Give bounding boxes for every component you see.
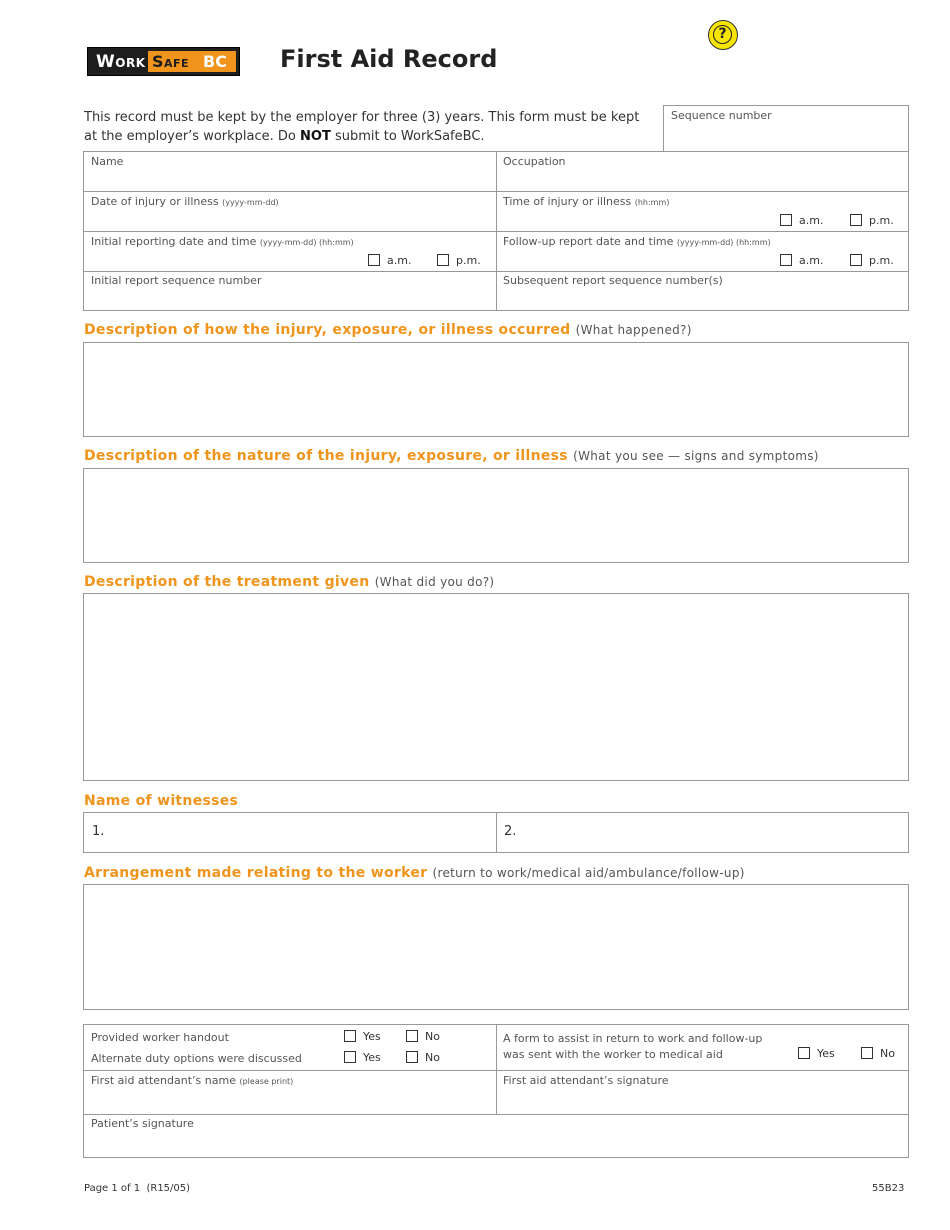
- intro-text: This record must be kept by the employer for three (3) years. This form must be kept at the employer’s workplace. Do NOT submit to WorkSafeBC.: [84, 110, 640, 144]
- nature-heading: Description of the nature of the injury, exposure, or illness (What you see — signs and symptoms): [84, 448, 819, 464]
- patient-signature-input[interactable]: [84, 1132, 908, 1157]
- attendant-signature-label: First aid attendant’s signature: [503, 1074, 669, 1087]
- occurred-heading: Description of how the injury, exposure, or illness occurred (What happened?): [84, 322, 692, 338]
- initial-am-checkbox[interactable]: a.m.: [368, 254, 411, 267]
- follow-up-am-checkbox[interactable]: a.m.: [780, 254, 823, 267]
- handout-no-checkbox[interactable]: No: [406, 1030, 440, 1043]
- attendant-name-input[interactable]: [84, 1089, 495, 1113]
- question-icon[interactable]: ?: [708, 20, 738, 50]
- treatment-heading: Description of the treatment given (What did you do?): [84, 574, 495, 590]
- arrangement-heading: Arrangement made relating to the worker (return to work/medical aid/ambulance/follow-up): [84, 865, 745, 881]
- time-of-injury-label: Time of injury or illness (hh:mm): [503, 195, 670, 208]
- initial-report-seq-label: Initial report sequence number: [91, 274, 262, 287]
- name-label: Name: [91, 155, 124, 168]
- handout-yes-checkbox[interactable]: Yes: [344, 1030, 381, 1043]
- occupation-label: Occupation: [503, 155, 566, 168]
- date-of-injury-label: Date of injury or illness (yyyy-mm-dd): [91, 195, 279, 208]
- initial-pm-checkbox[interactable]: p.m.: [437, 254, 481, 267]
- alternate-no-checkbox[interactable]: No: [406, 1051, 440, 1064]
- initial-reporting-label: Initial reporting date and time (yyyy-mm-dd) (hh:mm): [91, 235, 354, 248]
- alternate-yes-checkbox[interactable]: Yes: [344, 1051, 381, 1064]
- occurred-textarea[interactable]: [83, 342, 909, 437]
- attendant-name-label: First aid attendant’s name (please print): [91, 1074, 294, 1087]
- handout-label: Provided worker handout: [91, 1031, 229, 1044]
- alternate-label: Alternate duty options were discussed: [91, 1052, 302, 1065]
- name-input[interactable]: [84, 170, 495, 190]
- page-title: First Aid Record: [280, 45, 498, 73]
- worksafebc-logo: [87, 47, 240, 76]
- form-sent-no-checkbox[interactable]: No: [861, 1047, 895, 1060]
- witness-1-input[interactable]: 1.: [92, 824, 105, 839]
- form-sent-yes-checkbox[interactable]: Yes: [798, 1047, 835, 1060]
- footer-code: 55B23: [872, 1183, 905, 1194]
- logo-work: Work: [96, 52, 146, 72]
- occupation-input[interactable]: [497, 170, 908, 190]
- subsequent-report-seq-input[interactable]: [497, 289, 908, 310]
- form-sent-label: A form to assist in return to work and follow-up was sent with the worker to medical aid: [503, 1032, 763, 1061]
- nature-textarea[interactable]: [83, 468, 909, 563]
- witnesses-heading: Name of witnesses: [84, 793, 239, 809]
- follow-up-pm-checkbox[interactable]: p.m.: [850, 254, 894, 267]
- footer-page: Page 1 of 1 (R15/05): [84, 1183, 191, 1194]
- date-of-injury-input[interactable]: [84, 210, 495, 230]
- logo-safe-bc: Safe BC: [148, 51, 236, 72]
- treatment-textarea[interactable]: [83, 593, 909, 781]
- witness-2-input[interactable]: 2.: [504, 824, 517, 839]
- injury-pm-checkbox[interactable]: p.m.: [850, 214, 894, 227]
- follow-up-label: Follow-up report date and time (yyyy-mm-dd) (hh:mm): [503, 235, 771, 248]
- initial-report-seq-input[interactable]: [84, 289, 495, 310]
- attendant-signature-input[interactable]: [497, 1089, 908, 1113]
- subsequent-report-seq-label: Subsequent report sequence number(s): [503, 274, 723, 287]
- sequence-number-label: Sequence number: [671, 109, 772, 122]
- injury-am-checkbox[interactable]: a.m.: [780, 214, 823, 227]
- patient-signature-label: Patient’s signature: [91, 1117, 194, 1130]
- arrangement-textarea[interactable]: [83, 884, 909, 1010]
